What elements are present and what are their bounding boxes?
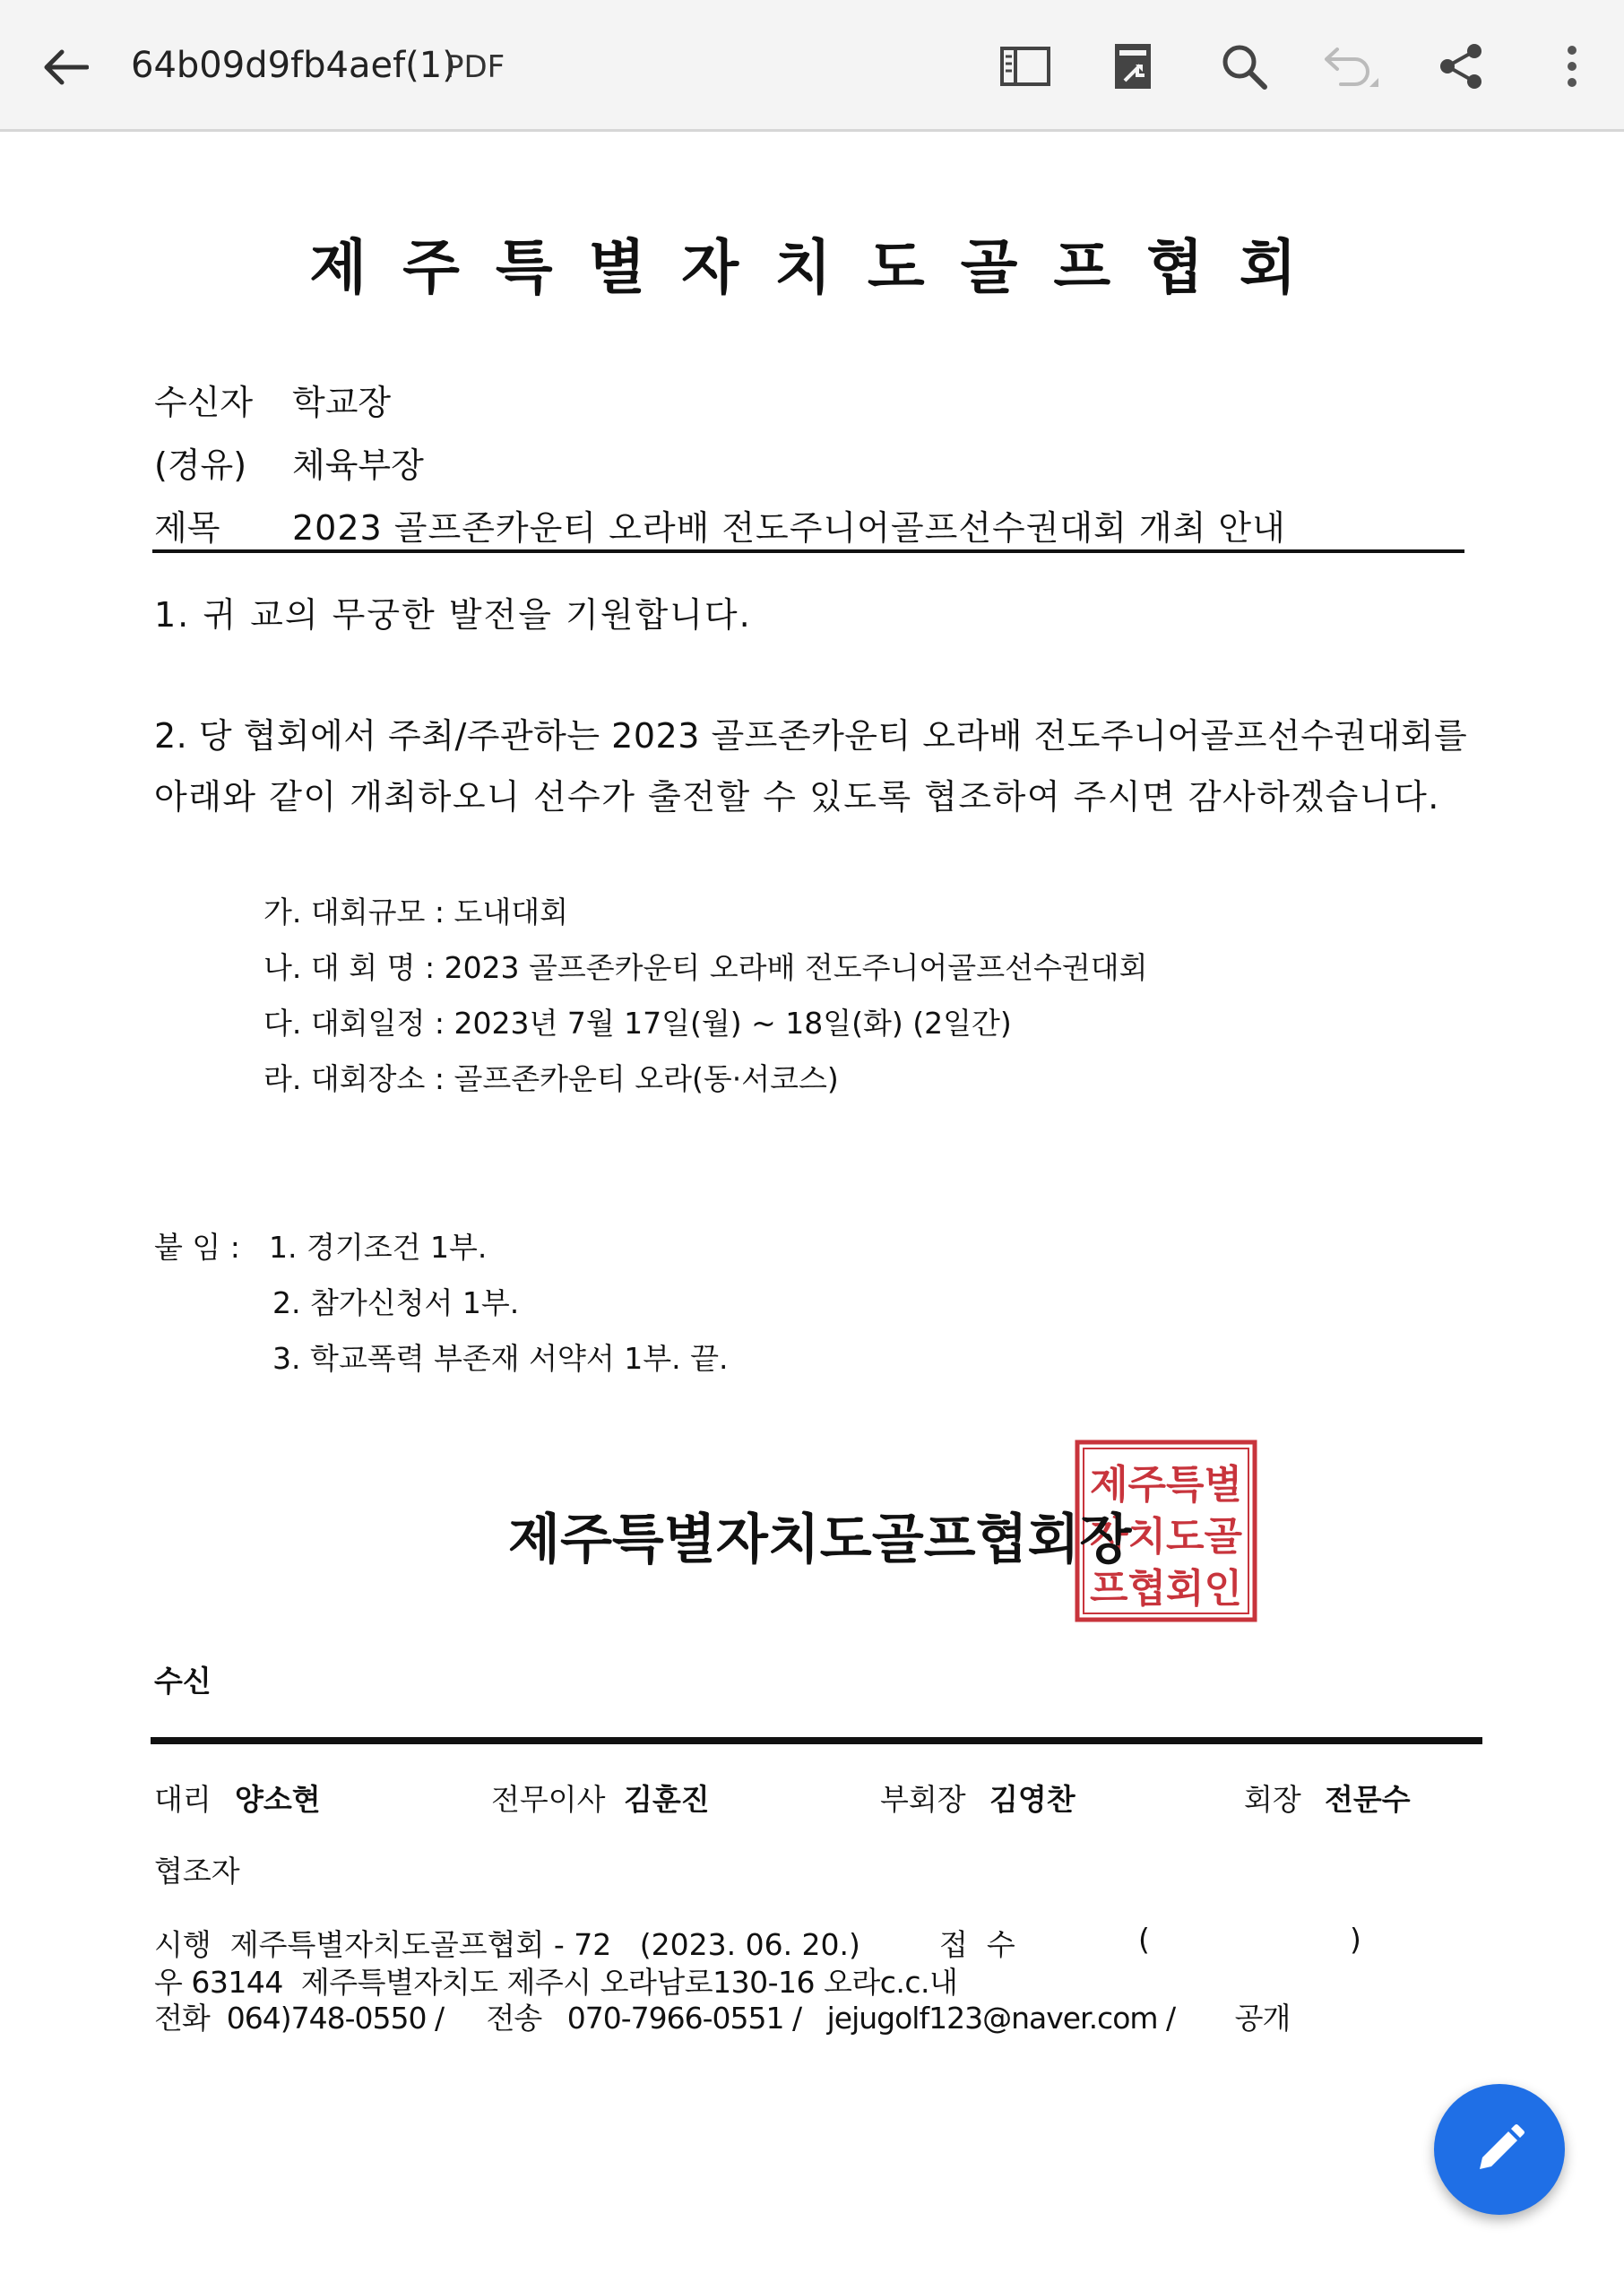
detail-item: 가. 대회규모 : 도내대회 [263,895,568,929]
sender-name: 제주특별자치도골프협회장 [508,1509,1132,1571]
sidebar-icon[interactable] [991,32,1059,100]
approval-role: 전무이사 [491,1782,606,1817]
subject-value: 2023 골프존카운티 오라배 전도주니어골프선수권대회 개최 안내 [292,508,1286,548]
approval-name: 전문수 [1325,1782,1411,1817]
approval-role: 회장 [1244,1782,1301,1817]
more-vertical-icon[interactable] [1538,32,1606,100]
pdf-page [0,134,1624,2274]
receipt-close-paren: ) [1350,1922,1361,1957]
contact-line: 전화 064)748-0550 / 전송 070-7966-0551 / jejugolf123@naver.com / 공개 [154,2001,1291,2036]
seal-text-line: 프협회인 [1089,1566,1243,1612]
enforcement-line: 시행 제주특별자치도골프협회 - 72 (2023. 06. 20.) [154,1927,860,1962]
document-title: 64b09d9fb4aef(1) [131,45,456,86]
attachments-label: 붙 임 : [154,1230,240,1265]
footer-divider [151,1737,1482,1744]
export-icon[interactable] [1099,32,1167,100]
address-line: 우 63144 제주특별자치도 제주시 오라남로130-16 오라c.c.내 [154,1965,958,2000]
detail-item: 라. 대회장소 : 골프존카운티 오라(동·서코스) [263,1061,839,1096]
app-bar [0,0,1624,132]
approval-name: 김영찬 [989,1782,1075,1817]
attachment-item: 3. 학교폭력 부존재 서약서 1부. 끝. [272,1341,729,1376]
edit-fab-button[interactable] [1434,2084,1565,2215]
recipient-label: 수신자 [154,383,254,422]
receipt-open-paren: ( [1138,1922,1150,1957]
organization-header: 제주특별자치도골프협회 [309,233,1333,302]
approval-role: 대리 [154,1782,212,1817]
paragraph-2-line-2: 아래와 같이 개최하오니 선수가 출전할 수 있도록 협조하여 주시면 감사하겠습니다. [154,777,1440,817]
detail-item: 나. 대 회 명 : 2023 골프존카운티 오라배 전도주니어골프선수권대회 [263,950,1148,985]
via-label: (경유) [154,445,247,485]
seal-text-line: 자치도골 [1089,1514,1243,1560]
receiver-label: 수신 [154,1664,212,1699]
paragraph-1: 1. 귀 교의 무궁한 발전을 기원합니다. [154,595,752,635]
approval-name: 김훈진 [624,1782,710,1817]
attachment-item: 1. 경기조건 1부. [269,1230,488,1265]
approval-name: 양소현 [235,1782,321,1817]
approval-role: 부회장 [880,1782,966,1817]
undo-icon[interactable] [1317,32,1386,100]
subject-underline [152,549,1464,553]
subject-label: 제목 [154,508,220,548]
detail-item: 다. 대회일정 : 2023년 7월 17일(월) ~ 18일(화) (2일간) [263,1006,1012,1041]
share-icon[interactable] [1427,32,1495,100]
pencil-icon [1473,2123,1526,2176]
search-icon[interactable] [1210,32,1278,100]
back-arrow-icon[interactable] [34,36,97,99]
seal-text-line: 제주특별 [1089,1462,1243,1508]
via-value: 체육부장 [292,445,424,485]
collaborator-label: 협조자 [154,1854,240,1889]
paragraph-2-line-1: 2. 당 협회에서 주최/주관하는 2023 골프존카운티 오라배 전도주니어골프선수권대회를 [154,716,1468,756]
file-type-label: PDF [445,49,505,85]
recipient-value: 학교장 [292,383,392,422]
receipt-label: 접 수 [939,1927,1015,1962]
attachment-item: 2. 참가신청서 1부. [272,1285,520,1320]
